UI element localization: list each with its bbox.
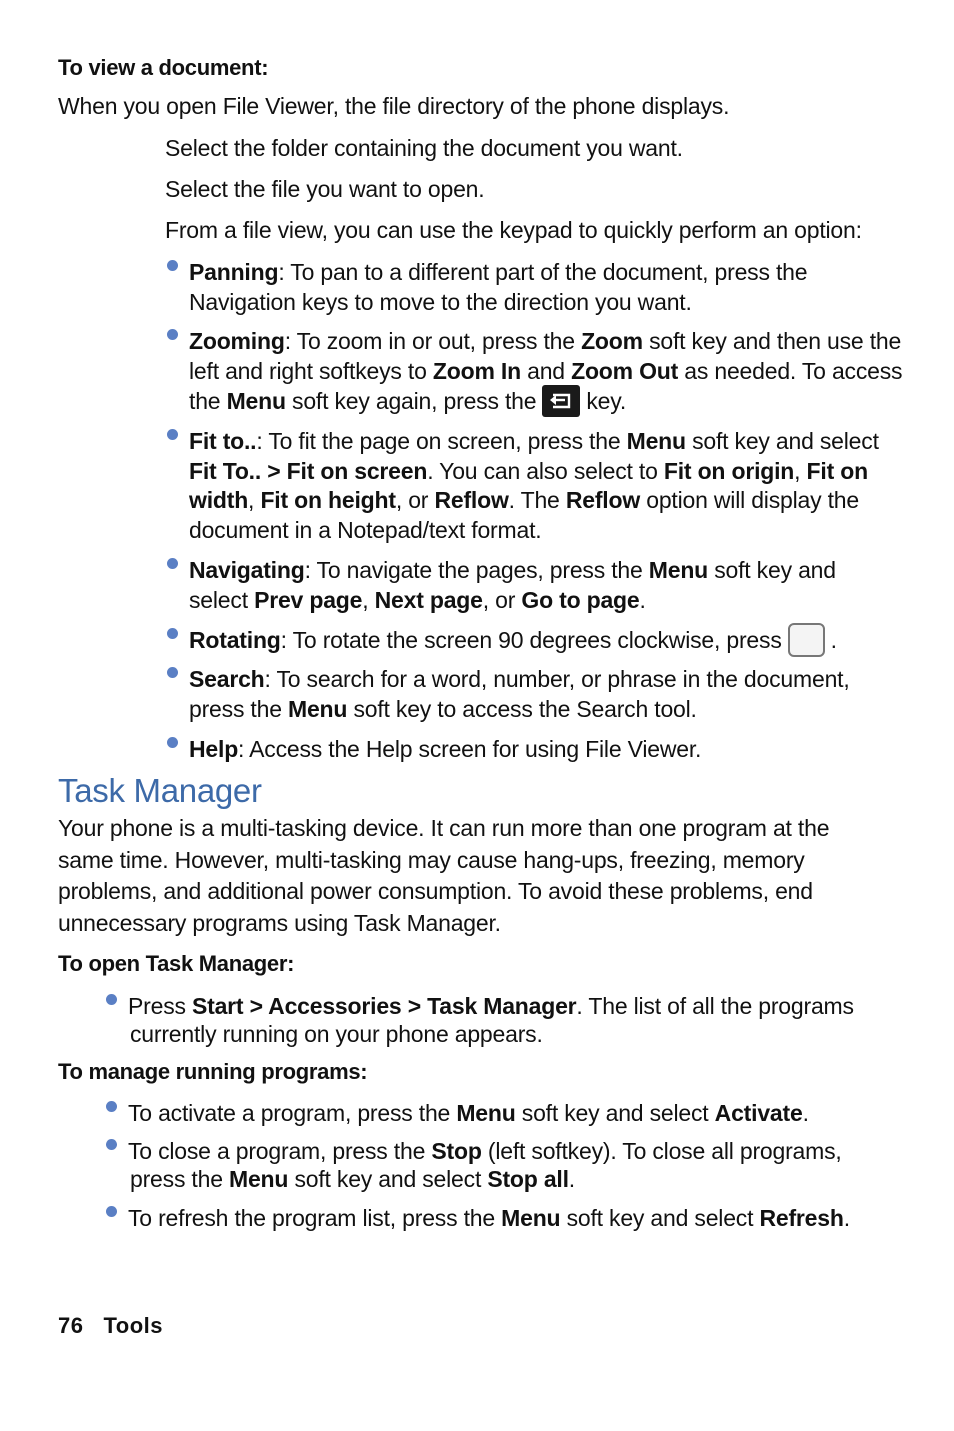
section-para-line: Your phone is a multi-tasking device. It can run more than one program at the [58, 815, 830, 841]
option-zooming: Zooming: To zoom in or out, press the Zoom soft key and then use the [189, 328, 902, 354]
bullet-icon [167, 329, 178, 340]
manage-item-refresh: To refresh the program list, press the Menu soft key and select Refresh. [128, 1205, 850, 1231]
option-help: Help: Access the Help screen for using File Viewer. [189, 736, 702, 762]
option-panning: Panning: To pan to a different part of the document, press the [189, 259, 808, 285]
option-search-cont: press the Menu soft key to access the Search tool. [189, 696, 697, 722]
back-key-icon [542, 385, 580, 417]
section-title: Task Manager [58, 772, 262, 809]
option-rotating: Rotating: To rotate the screen 90 degrees clockwise, press . [189, 625, 837, 659]
bullet-icon [167, 429, 178, 440]
open-task-manager-heading: To open Task Manager: [58, 951, 295, 976]
bullet-icon [167, 737, 178, 748]
bullet-icon [106, 1206, 117, 1217]
section-para-line: same time. However, multi-tasking may cause hang-ups, freezing, memory [58, 847, 805, 873]
open-item-cont: currently running on your phone appears. [130, 1021, 543, 1047]
rotate-key-icon [788, 623, 825, 657]
section-para-line: unnecessary programs using Task Manager. [58, 910, 501, 936]
bullet-icon [167, 260, 178, 271]
manage-programs-heading: To manage running programs: [58, 1059, 368, 1084]
bullet-icon [167, 667, 178, 678]
step-1: Select the folder containing the document you want. [165, 135, 683, 161]
section-para-line: problems, and additional power consumption. To avoid these problems, end [58, 878, 813, 904]
manage-item-activate: To activate a program, press the Menu soft key and select Activate. [128, 1100, 809, 1126]
option-panning-cont: Navigation keys to move to the direction you want. [189, 289, 692, 315]
option-fitto-cont3: document in a Notepad/text format. [189, 517, 542, 543]
option-search: Search: To search for a word, number, or phrase in the document, [189, 666, 850, 692]
option-navigating: Navigating: To navigate the pages, press the Menu soft key and [189, 557, 836, 583]
option-navigating-cont: select Prev page, Next page, or Go to page. [189, 587, 646, 613]
step-3: From a file view, you can use the keypad to quickly perform an option: [165, 217, 862, 243]
option-fitto-cont: Fit To.. > Fit on screen. You can also select to Fit on origin, Fit on [189, 458, 868, 484]
option-fitto-cont2: width, Fit on height, or Reflow. The Reflow option will display the [189, 487, 859, 513]
footer-section: Tools [103, 1313, 164, 1338]
manage-item-close-cont: press the Menu soft key and select Stop all. [130, 1166, 575, 1192]
bullet-icon [106, 1139, 117, 1150]
view-document-heading: To view a document: [58, 55, 269, 80]
bullet-icon [106, 994, 117, 1005]
step-2: Select the file you want to open. [165, 176, 485, 202]
page-number: 76 [58, 1313, 84, 1338]
option-zooming-cont: left and right softkeys to Zoom In and Zoom Out as needed. To access [189, 358, 903, 384]
option-zooming-cont2: the Menu soft key again, press the key. [189, 386, 626, 419]
option-fitto: Fit to..: To fit the page on screen, press the Menu soft key and select [189, 428, 879, 454]
bullet-icon [167, 558, 178, 569]
bullet-icon [106, 1101, 117, 1112]
view-intro: When you open File Viewer, the file directory of the phone displays. [58, 93, 730, 119]
page-footer [58, 1312, 163, 1340]
manage-item-close: To close a program, press the Stop (left softkey). To close all programs, [128, 1138, 842, 1164]
open-item: Press Start > Accessories > Task Manager. The list of all the programs [128, 993, 854, 1019]
bullet-icon [167, 628, 178, 639]
